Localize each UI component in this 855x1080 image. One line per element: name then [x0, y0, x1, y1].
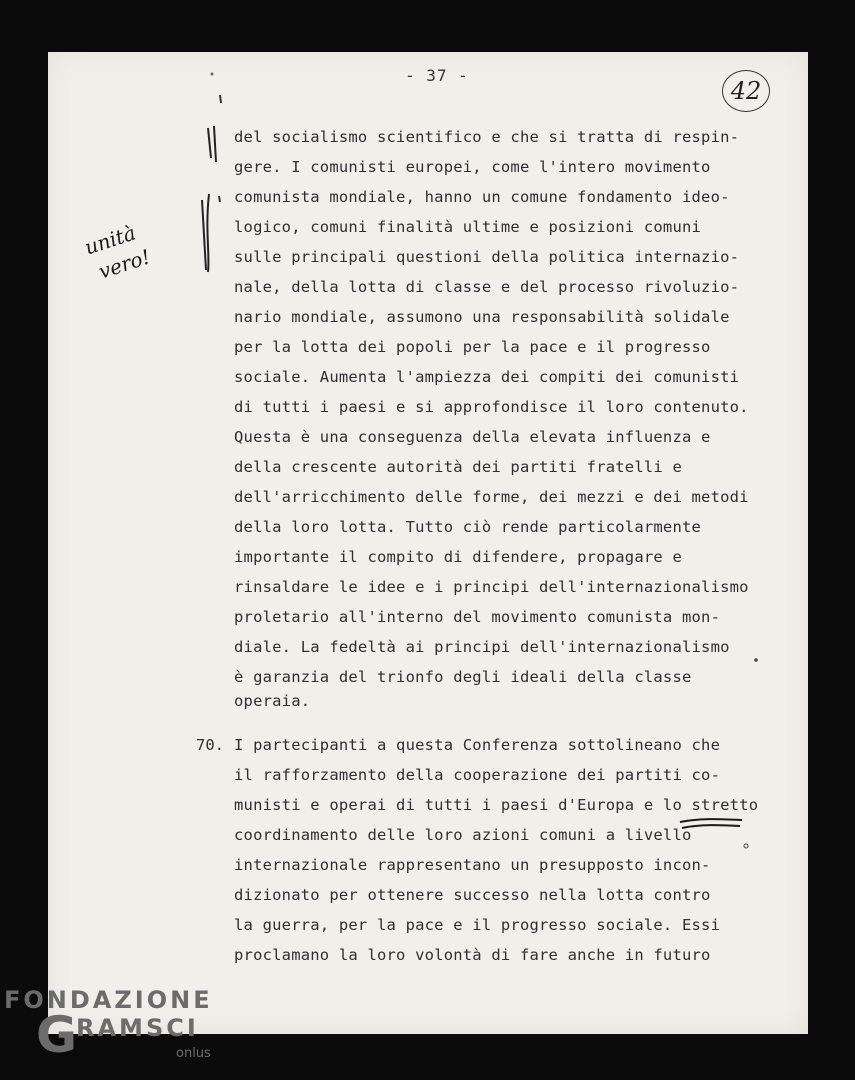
- stray-dot: [744, 844, 748, 848]
- body-line: della loro lotta. Tutto ciò rende particolarmente: [234, 518, 702, 536]
- paragraph-line: la guerra, per la pace e il progresso sociale. Essi: [234, 916, 721, 934]
- body-line: logico, comuni finalità ultime e posizioni comuni: [234, 218, 702, 236]
- body-line: gere. I comunisti europei, come l'intero movimento: [234, 158, 711, 176]
- body-line: Questa è una conseguenza della elevata influenza e: [234, 428, 711, 446]
- margin-bar-mark: [208, 128, 211, 158]
- margin-dot-mark: [219, 196, 220, 202]
- paragraph-line: internazionale rappresentano un presupposto incon-: [234, 856, 711, 874]
- underline-mark: [680, 819, 742, 822]
- margin-bar-mark: [202, 200, 206, 270]
- paragraph-number: 70.: [196, 736, 224, 754]
- body-line: rinsaldare le idee e i principi dell'internazionalismo: [234, 578, 749, 596]
- margin-annotation: vero!: [95, 244, 154, 284]
- watermark-logo-suffix: onlus: [176, 1046, 211, 1061]
- body-line: nale, della lotta di classe e del processo rivoluzio-: [234, 278, 740, 296]
- paragraph-line: proclamano la loro volontà di fare anche in futuro: [234, 946, 711, 964]
- body-line: nario mondiale, assumono una responsabilità solidale: [234, 308, 730, 326]
- margin-bar-mark: [214, 126, 216, 162]
- margin-bar-mark: [207, 194, 209, 272]
- page-number: - 37 -: [405, 66, 469, 85]
- body-line: della crescente autorità dei partiti fratelli e: [234, 458, 682, 476]
- body-line: di tutti i paesi e si approfondisce il loro contenuto.: [234, 398, 749, 416]
- body-line: per la lotta dei popoli per la pace e il progresso: [234, 338, 711, 356]
- body-line: dell'arricchimento delle forme, dei mezzi e dei metodi: [234, 488, 749, 506]
- paragraph-line: il rafforzamento della cooperazione dei partiti co-: [234, 766, 721, 784]
- paragraph-line: dizionato per ottenere successo nella lotta contro: [234, 886, 711, 904]
- paragraph-line: munisti e operai di tutti i paesi d'Europa e lo stretto: [234, 796, 759, 814]
- stray-dot: [754, 658, 758, 662]
- watermark-logo-text: RAMSCI: [76, 1014, 199, 1042]
- body-line: proletario all'interno del movimento comunista mon-: [234, 608, 721, 626]
- body-line: sulle principali questioni della politica internazio-: [234, 248, 740, 266]
- body-line: è garanzia del trionfo degli ideali della classe: [234, 668, 692, 686]
- watermark-logo-text: FONDAZIONE: [4, 986, 213, 1014]
- margin-dot-mark: [220, 95, 221, 103]
- body-line: operaia.: [234, 692, 311, 710]
- body-line: del socialismo scientifico e che si tratta di respin-: [234, 128, 740, 146]
- body-line: sociale. Aumenta l'ampiezza dei compiti dei comunisti: [234, 368, 740, 386]
- paragraph-line: I partecipanti a questa Conferenza sottolineano che: [234, 736, 721, 754]
- body-line: comunista mondiale, hanno un comune fondamento ideo-: [234, 188, 730, 206]
- margin-annotation: unità: [81, 220, 139, 260]
- paragraph-line: coordinamento delle loro azioni comuni a livello: [234, 826, 692, 844]
- underline-mark: [682, 825, 740, 828]
- folio-number: 42: [722, 70, 770, 112]
- body-line: importante il compito di difendere, propagare e: [234, 548, 682, 566]
- stray-dot: [211, 73, 214, 76]
- body-line: diale. La fedeltà ai principi dell'internazionalismo: [234, 638, 730, 656]
- watermark-logo-initial: G: [36, 1006, 78, 1064]
